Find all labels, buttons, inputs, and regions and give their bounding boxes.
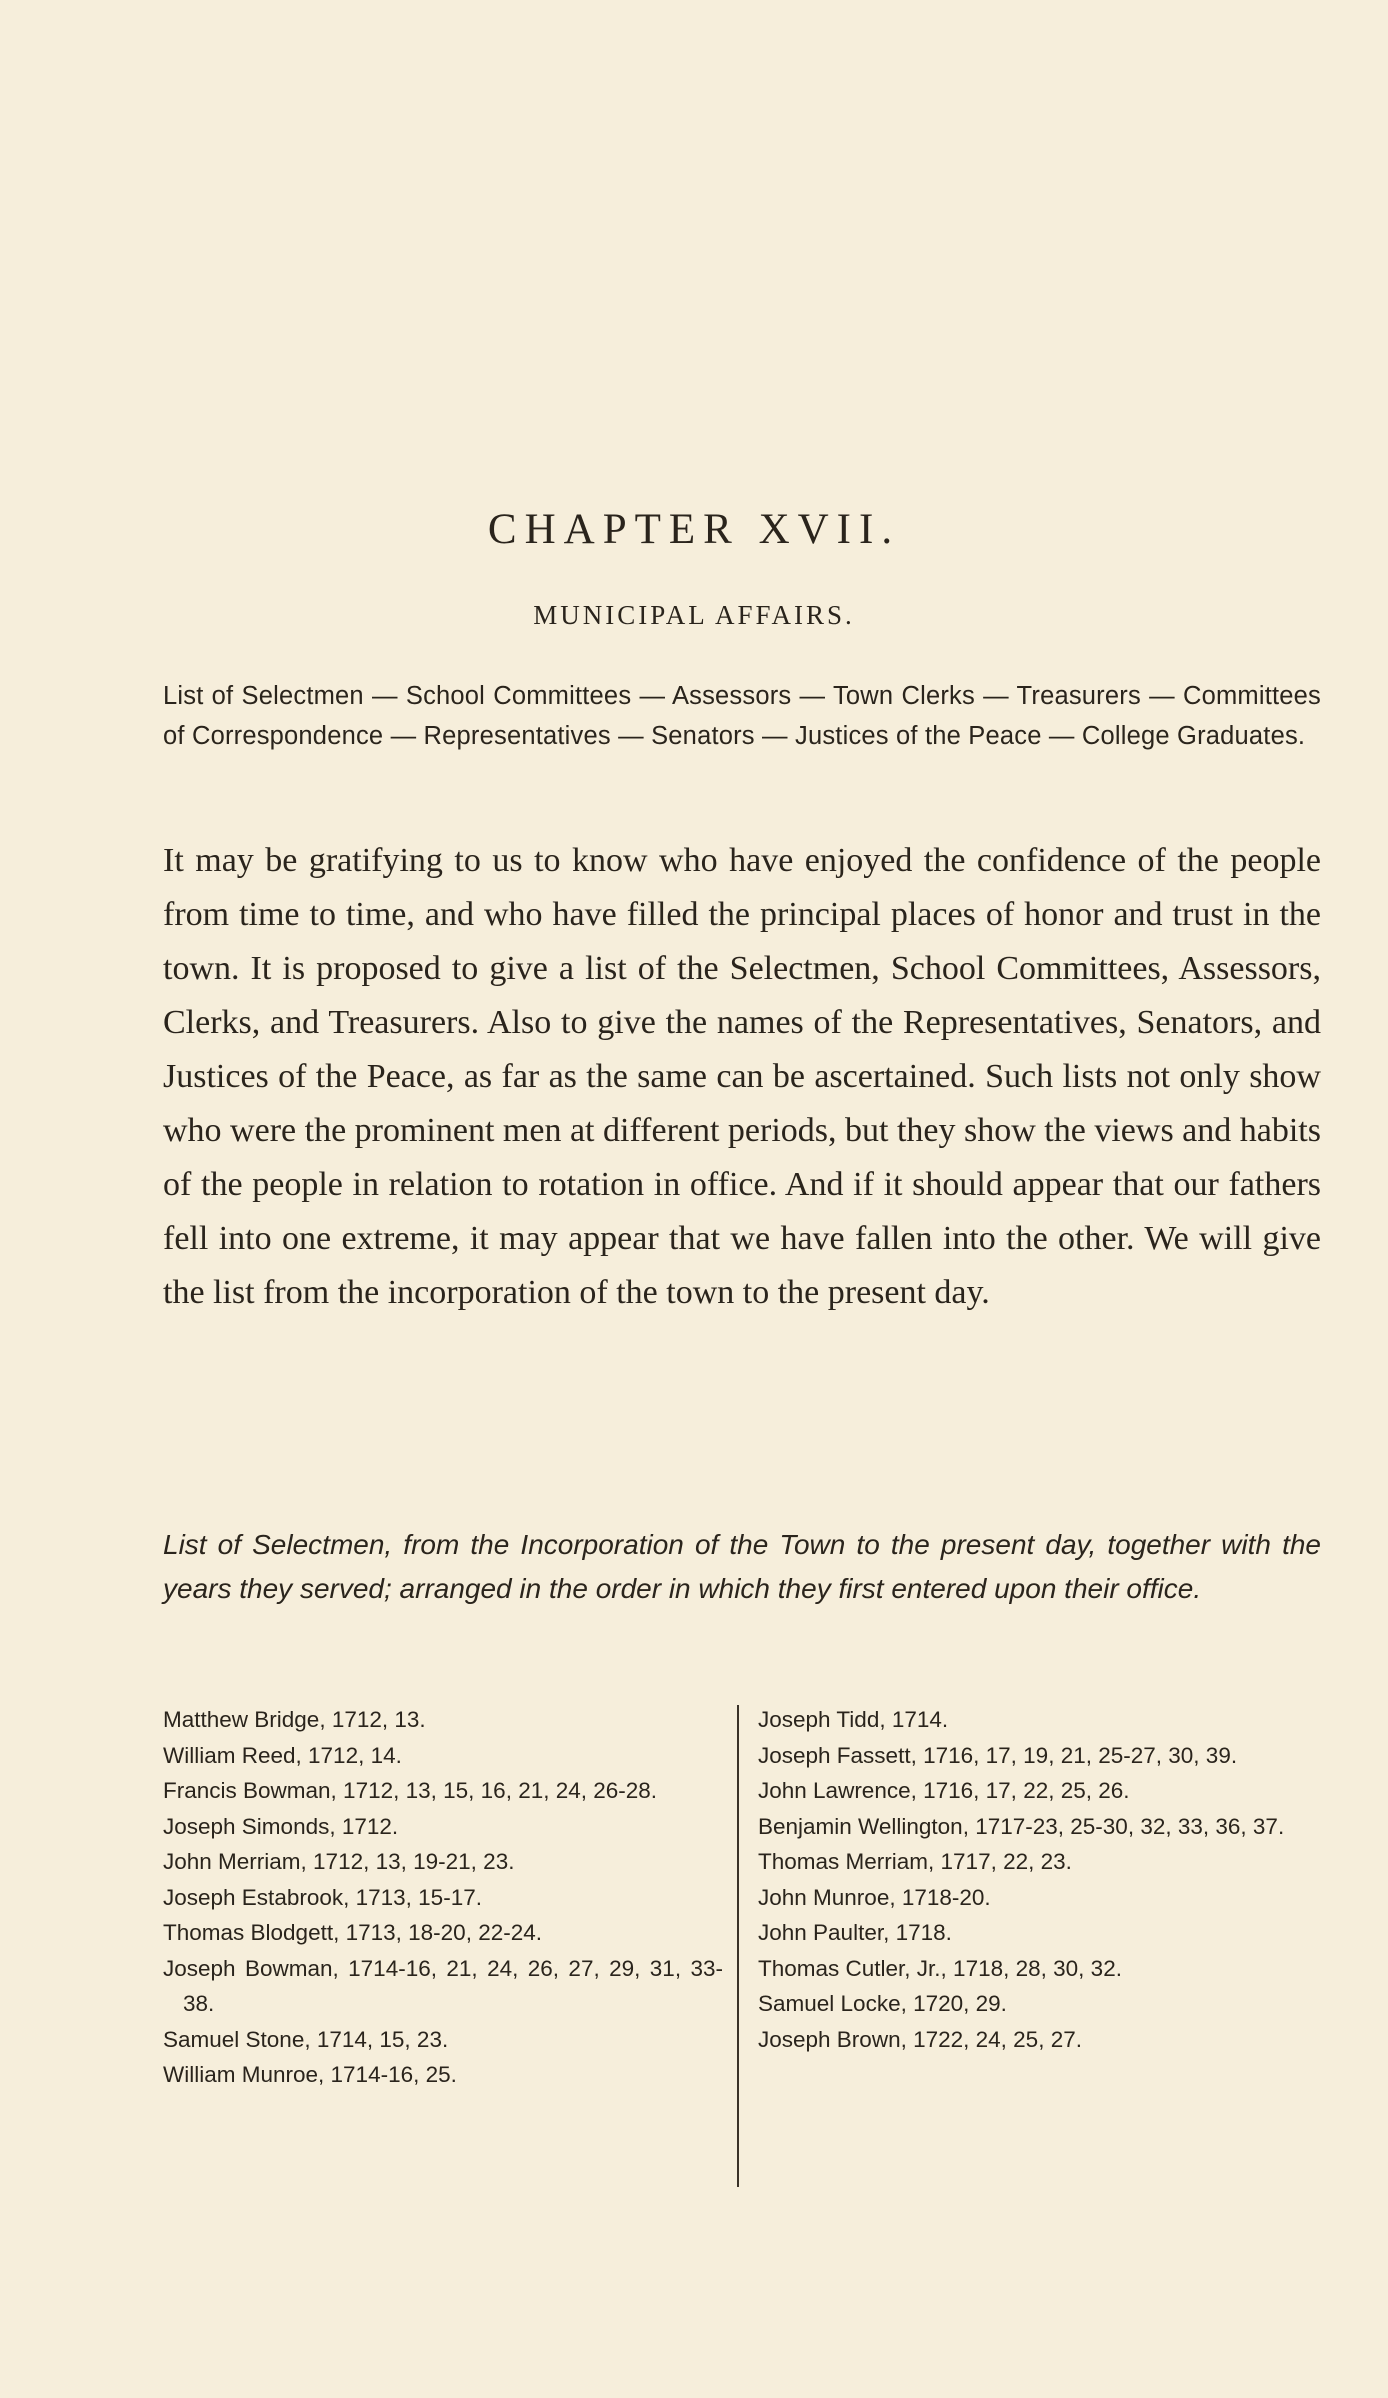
chapter-subtitle: MUNICIPAL AFFAIRS.: [533, 600, 855, 630]
list-item: John Munroe, 1718-20.: [758, 1884, 991, 1910]
list-item: Joseph Brown, 1722, 24, 25, 27.: [758, 2026, 1082, 2052]
list-item: Joseph Estabrook, 1713, 15-17.: [163, 1884, 482, 1910]
intro-paragraph: It may be gratifying to us to know who have enjoyed the confidence of the people from time to time, and who have filled the principal places of honor and trust in the town. It is proposed to give a list of the Selectmen, School Committees, Assessors, Clerks, and Treasurers. Also to give the names of the Representatives, Senators, and Justices of the Peace, as far as the same can be ascertained. Such lists not only show who were the prominent men at different periods, but they show the views and habits of the people in relation to rotation in office. And if it should appear that our fathers fell into one extreme, it may appear that we have fallen into the other. We will give the list from the incorporation of the town to the present day.: [163, 842, 1321, 1311]
list-item: Joseph Bowman, 1714-16, 21, 24, 26, 27, 29, 31, 33-38.: [163, 1955, 723, 2016]
column-divider: [737, 1705, 739, 2187]
chapter-summary: List of Selectmen — School Committees — Assessors — Town Clerks — Treasurers — Committees of Correspondence — Representatives — Senators — Justices of the Peace — College Graduates.: [163, 682, 1321, 750]
list-item: Thomas Blodgett, 1713, 18-20, 22-24.: [163, 1920, 542, 1945]
list-item: Benjamin Wellington, 1717-23, 25-30, 32, 33, 36, 37.: [758, 1813, 1285, 1839]
list-item: Joseph Fassett, 1716, 17, 19, 21, 25-27, 30, 39.: [758, 1742, 1238, 1768]
list-item: Francis Bowman, 1712, 13, 15, 16, 21, 24, 26-28.: [163, 1778, 658, 1803]
selectmen-list-right-column: [758, 1702, 1321, 2057]
list-item: Samuel Locke, 1720, 29.: [758, 1991, 1007, 2016]
list-item: John Lawrence, 1716, 17, 22, 25, 26.: [758, 1778, 1130, 1803]
list-item: William Reed, 1712, 14.: [163, 1742, 402, 1768]
list-item: Joseph Simonds, 1712.: [163, 1813, 399, 1839]
list-item: Matthew Bridge, 1712, 13.: [163, 1707, 426, 1732]
chapter-title: CHAPTER XVII.: [487, 506, 901, 553]
list-item: Joseph Tidd, 1714.: [758, 1707, 949, 1732]
selectmen-list-heading: List of Selectmen, from the Incorporation of the Town to the present day, together with the years they served; arranged in the order in which they first entered upon their office.: [163, 1529, 1321, 1604]
list-item: William Munroe, 1714-16, 25.: [163, 2062, 457, 2087]
list-item: John Paulter, 1718.: [758, 1920, 952, 1945]
selectmen-list-left-column: [163, 1702, 723, 2093]
list-item: Samuel Stone, 1714, 15, 23.: [163, 2026, 449, 2052]
list-item: John Merriam, 1712, 13, 19-21, 23.: [163, 1849, 515, 1874]
list-item: Thomas Cutler, Jr., 1718, 28, 30, 32.: [758, 1955, 1122, 1981]
list-item: Thomas Merriam, 1717, 22, 23.: [758, 1849, 1072, 1874]
